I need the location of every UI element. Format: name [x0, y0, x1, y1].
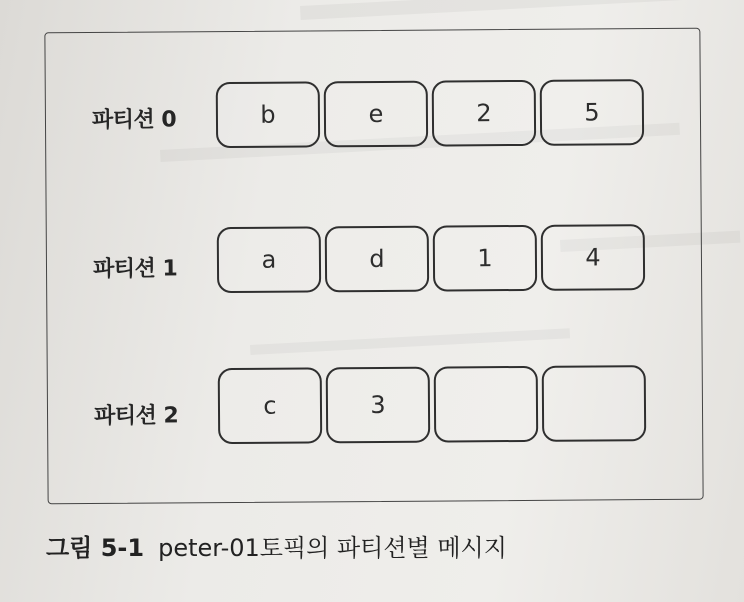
message-cells [218, 365, 651, 444]
bleed-through-lines [300, 0, 720, 21]
message-cell: 2 [432, 80, 536, 147]
partition-row [46, 79, 700, 133]
message-cells [217, 224, 649, 293]
message-cell: 3 [326, 367, 431, 444]
figure-caption-text: peter-01토픽의 파티션별 메시지 [158, 534, 507, 562]
figure-frame [44, 28, 703, 505]
message-cell: c [218, 367, 323, 444]
message-cell: b [216, 81, 320, 148]
message-cell: 4 [541, 224, 645, 291]
message-cell: 5 [540, 79, 644, 146]
partition-label: 파티션 1 [92, 256, 178, 282]
figure-number: 그림 5-1 [46, 534, 145, 562]
empty-message-cell [542, 365, 647, 442]
partition-row [47, 224, 701, 282]
figure-caption [46, 528, 507, 563]
message-cell: e [324, 81, 428, 148]
message-cell: 1 [433, 225, 537, 292]
message-cells [216, 79, 648, 148]
empty-message-cell [434, 366, 539, 443]
partition-label: 파티션 2 [93, 403, 179, 429]
partition-label: 파티션 0 [91, 107, 177, 133]
message-cell: a [217, 226, 321, 293]
message-cell: d [325, 226, 429, 293]
partition-row [48, 365, 702, 429]
